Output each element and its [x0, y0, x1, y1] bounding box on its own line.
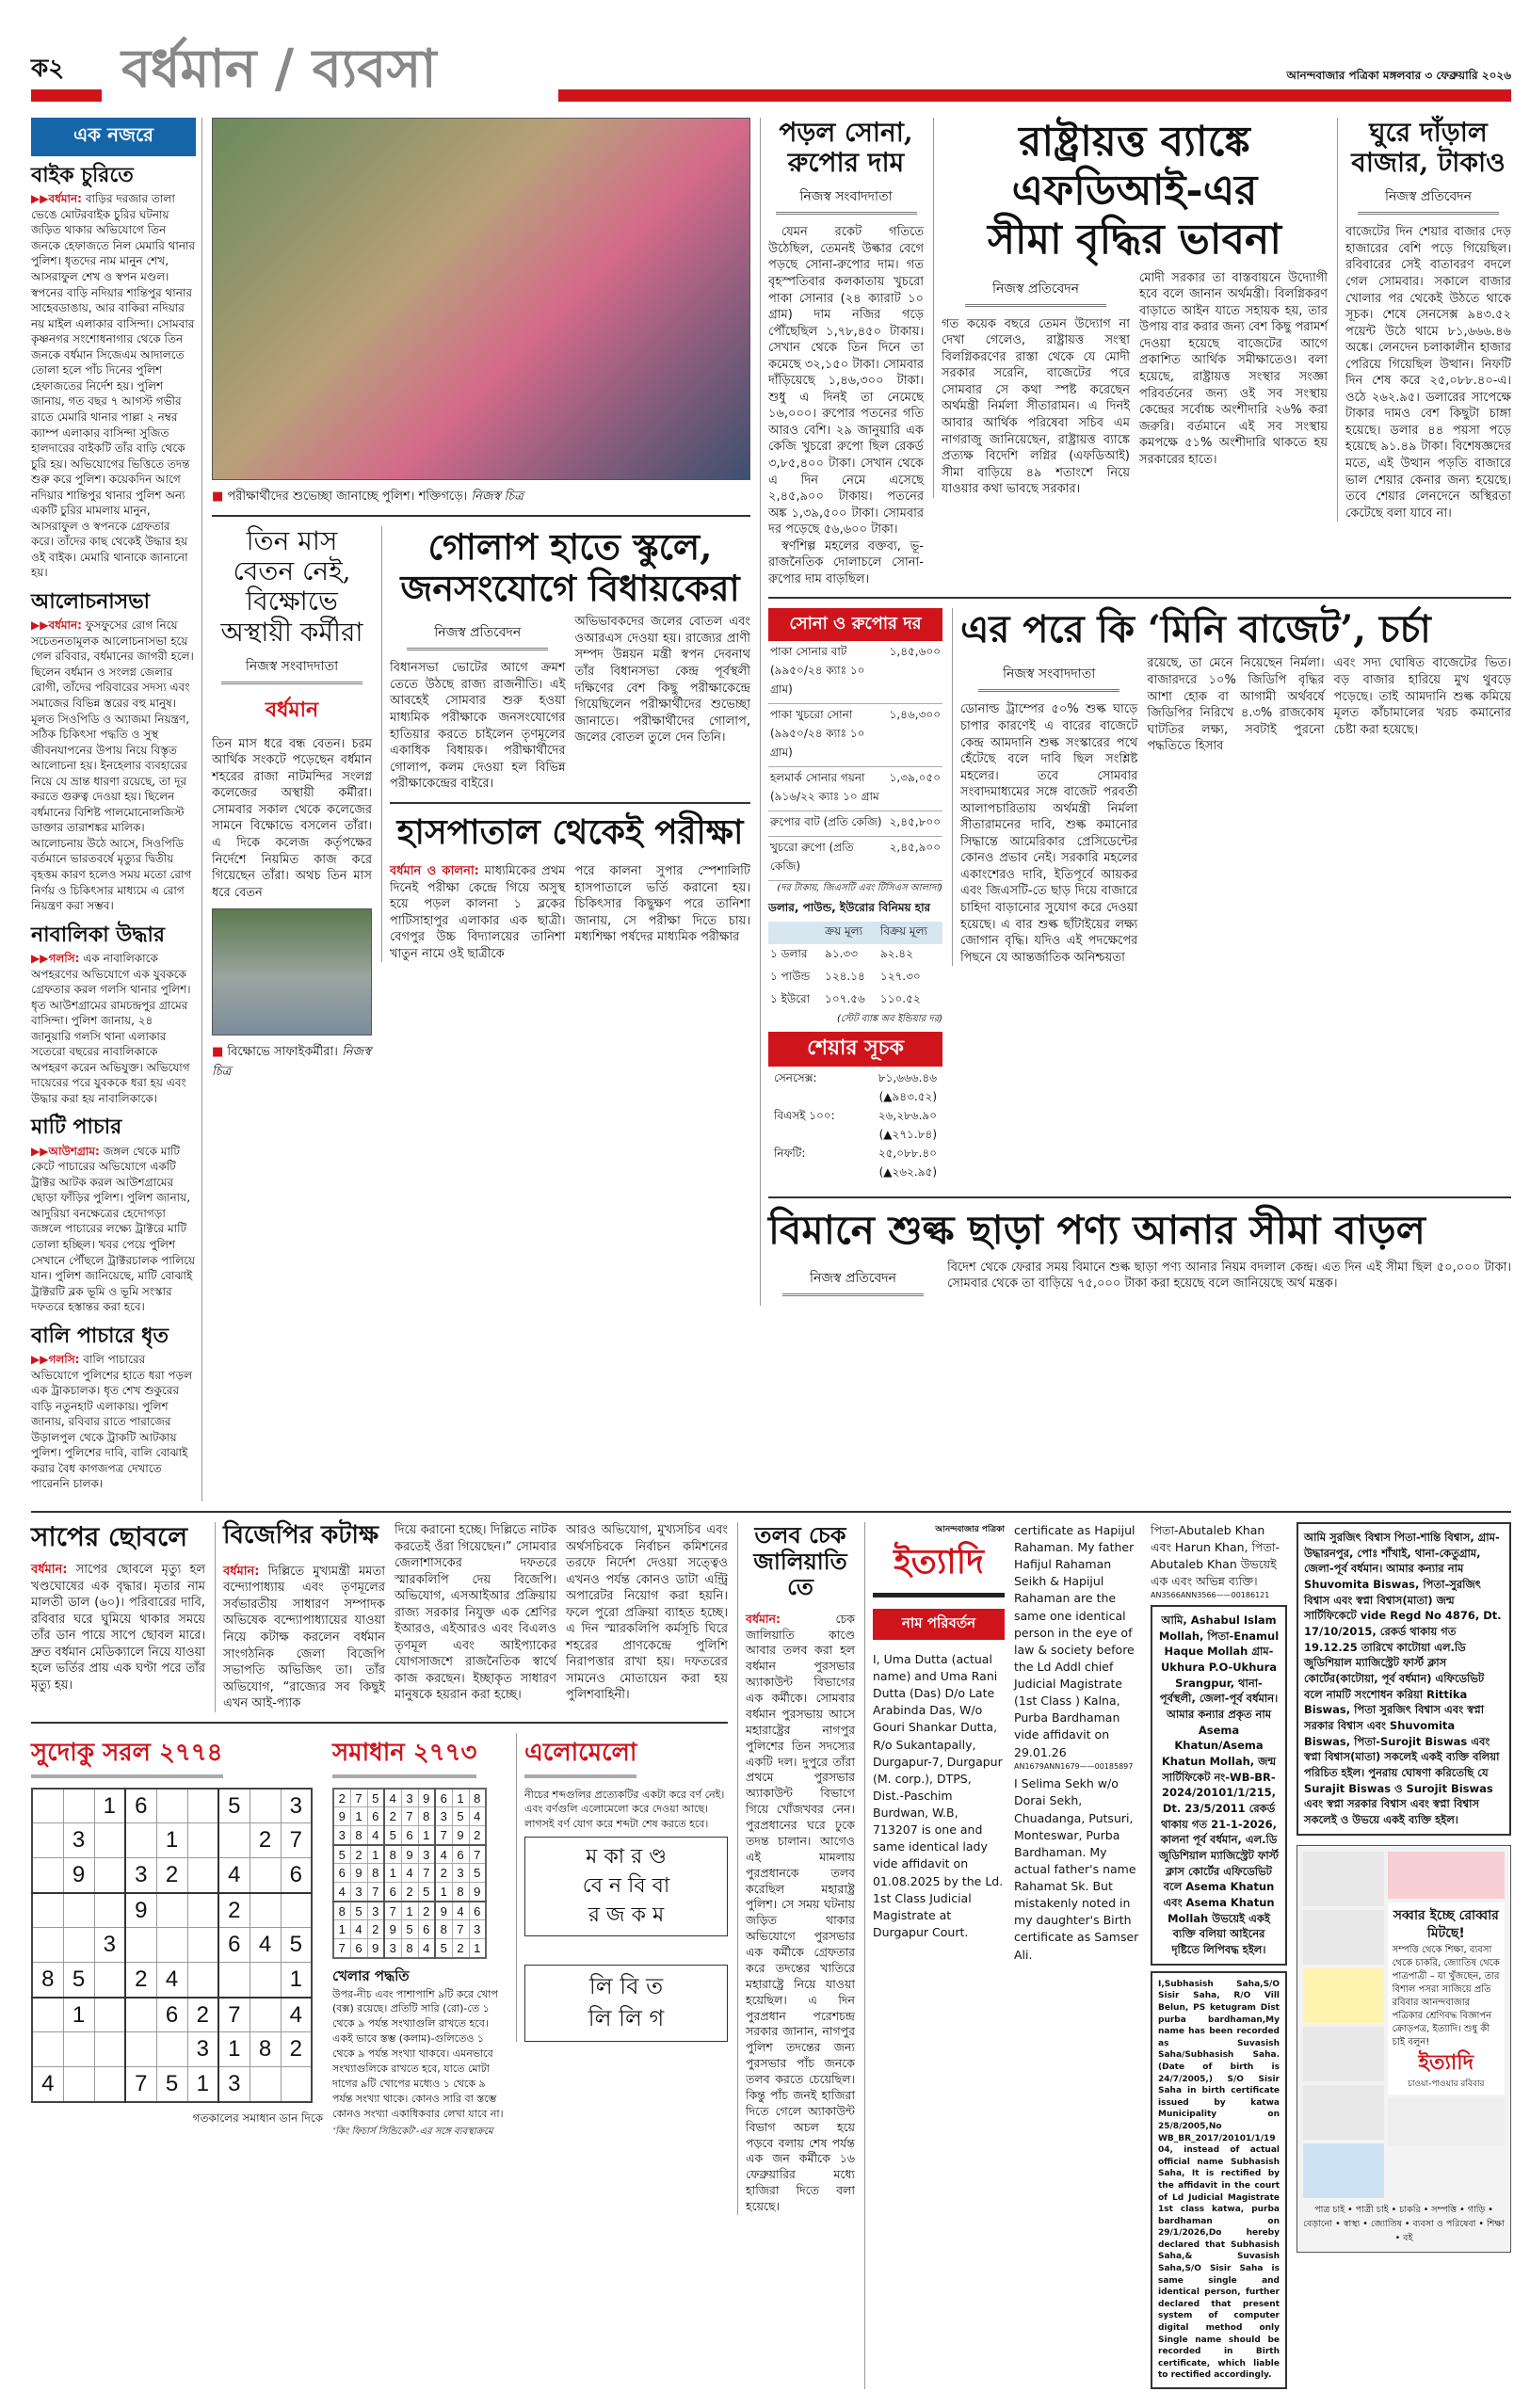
brief-title: মাটি পাচার: [31, 1115, 122, 1140]
at-a-glance-label: এক নজরে: [31, 118, 196, 156]
caption-credit: নিজস্ব চিত্র: [471, 490, 523, 504]
grid-cell[interactable]: [63, 1893, 94, 1928]
exam-police-photo: [212, 118, 750, 480]
grid-cell[interactable]: 5: [281, 1928, 312, 1963]
story-body: অভিভাবকদের জলের বোতল এবং ওআরএস দেওয়া হয়। রাজ্যের প্রাণী সম্পদ উন্নয়ন মন্ত্রী স্বপন দেবনাথ তাঁর বিধানসভা কেন্দ্র পূর্বস্থলী দক্ষিণের বেশ কিছু পরীক্ষাকেন্দ্রে গিয়েছিলেন পরীক্ষার্থীদের শুভেচ্ছা জানাতে। পরীক্ষার্থীদের গোলাপ, জলের বোতল তুলে দেন তিনি।: [574, 615, 750, 746]
etyadi-logo: ইত্যাদি: [873, 1536, 1005, 1597]
grid-cell: 8: [469, 1789, 486, 1807]
grid-cell: 1: [350, 1807, 367, 1826]
rate-row: পাকা খুচরো সোনা (৯৯৫০/২৪ ক্যাঃ ১০ গ্রাম) ১,৪৬,৩০০: [768, 704, 942, 767]
grid-cell[interactable]: [218, 1823, 250, 1858]
story-body: এবং সদ্য ঘোষিত বাজেটের ভিত। বড় বাজার হারিয়ে মুখ থুবড়ে পড়েছে। তাই আমদানি শুল্ক কমিয়ে মূলত কাঁচামালের খরচ কমানোর চেষ্টা করা হয়েছে।: [1333, 656, 1511, 737]
grid-cell[interactable]: 7: [218, 1998, 250, 2032]
sudoku-title: সুদোকু সরল ২৭৭৪: [31, 1733, 223, 1778]
gold-story-headline: পড়ল সোনা, রুপোর দাম: [779, 117, 913, 179]
grid-cell: 1: [435, 1883, 452, 1902]
grid-cell: 4: [384, 1789, 401, 1807]
grid-cell[interactable]: [94, 1963, 125, 1998]
grid-cell[interactable]: 9: [63, 1858, 94, 1893]
grid-cell: 8: [384, 1845, 401, 1864]
classified-ad: I, Uma Dutta (actual name) and Uma Rani Dutta (Das) D/o Late Arabinda Das, W/o Gouri Shankar Dutta, R/o Sukantapally, Durgapur-7, Durgapur (M. corp.), DTPS, Dist.-Paschim Burdwan, W.B, 713207 is one and same identical lady vide affidavit on 01.08.2025 by the Ld. 1st Class Judicial Magistrate at Durgapur Court.: [873, 1651, 1004, 1939]
grid-cell[interactable]: 5: [63, 1963, 94, 1998]
brief-body: ▶▶বর্ধমান: ফুসফুসের রোগ নিয়ে সচেতনতামূলক আলোচনাসভা হয়ে গেল রবিবার, বর্ধমানের জাগরী হলে। ছিলেন বর্ধমান ও সংলগ্ন জেলার রোগী, তাঁদের পরিবারের সদস্য এবং সমাজের বিভিন্ন স্তরের বহু মানুষ। মূলত সিওপিডি ও অ্যাজমা নিয়ন্ত্রণ, সঠিক চিকিৎসা পদ্ধতি ও সুস্থ জীবনযাপনের উপায় নিয়ে বিস্তৃত আলোচনা হয়। ইনহেলার ব্যবহারের নিয়ে যে ভ্রান্ত ধারণা রয়েছে, তা দূর করতে গুরুত্ব দেওয়া হয়। ছিলেন বর্ধমানের বিশিষ্ট পালমোনোলজিস্ট ডাক্তার তারাশঙ্কর মালিক। আলোচনায় উঠে আসে, সিওপিডি বর্তমানে ভারতবর্ষে মৃত্যুর দ্বিতীয় বৃহত্তম কারণ হলেও সময় মতো রোগ নির্ণয় ও চিকিৎসার মাধ্যমে এ রোগ নিয়ন্ত্রণ করা সম্ভব।: [31, 618, 194, 913]
grid-cell: 6: [418, 1920, 435, 1939]
grid-cell[interactable]: [32, 1823, 63, 1858]
grid-cell[interactable]: 4: [218, 1858, 250, 1893]
grid-cell[interactable]: 1: [281, 1963, 312, 1998]
grid-cell[interactable]: [94, 1823, 125, 1858]
section-title: বর্ধমান / ব্যবসা: [114, 42, 444, 95]
grid-cell: 7: [418, 1864, 435, 1883]
share-index-row: নিফটি: ২৫,০৮৮.৪০ (▲২৬২.৯৫): [774, 1147, 937, 1180]
grid-cell[interactable]: 2: [125, 1963, 156, 1998]
grid-cell[interactable]: 3: [125, 1858, 156, 1893]
grid-cell[interactable]: [63, 2067, 94, 2102]
grid-cell[interactable]: 2: [250, 1823, 281, 1858]
classifieds: [864, 1522, 1511, 2389]
fx-title: ডলার, পাউন্ড, ইউরোর বিনিময় হার: [768, 901, 931, 915]
rate-row: হলমার্ক সোনার গয়না (৯১৬/২২ ক্যাঃ ১০ গ্রাম ১,৩৯,০৫০: [768, 767, 942, 811]
byline: নিজস্ব সংবাদদাতা: [221, 655, 362, 684]
grid-cell[interactable]: 3: [218, 2067, 250, 2102]
grid-cell[interactable]: [156, 2032, 187, 2067]
brief-title: বাইক চুরিতে: [31, 163, 134, 187]
ad-body: সম্পত্তি থেকে শিক্ষা, ব্যবসা থেকে চাকরি, জ্যোতিষ থেকে পাত্রপাত্রী – যা খুঁজছেন, তার বিশাল পসরা সাজিয়ে প্রতি রবিবার আনন্দবাজার পত্রিকার শ্রেণিবদ্ধ বিজ্ঞাপন ক্রোড়পত্র, ইত্যাদি। শুধু কী চাই বলুন!: [1392, 1944, 1500, 2047]
grid-cell: 6: [401, 1826, 418, 1845]
grid-cell[interactable]: [32, 1858, 63, 1893]
fx-note: (স্টেট ব্যাঙ্ক অব ইন্ডিয়ার দর): [836, 1014, 942, 1025]
byline: নিজস্ব প্রতিবেদন: [782, 1267, 924, 1296]
grid-cell[interactable]: [94, 1893, 125, 1928]
grid-cell[interactable]: [32, 1789, 63, 1823]
fdi-story: [933, 118, 1328, 498]
byline: নিজস্ব প্রতিবেদন: [407, 621, 548, 650]
grid-cell: 3: [333, 1826, 350, 1845]
grid-cell: 8: [350, 1826, 367, 1845]
fdi-headline: রাষ্ট্রায়ত্ত ব্যাঙ্কে এফডিআই-এর সীমা বৃদ্ধির ভাবনা: [987, 118, 1282, 264]
story-body: বর্ধমান: সাপের ছোবলে মৃত্যু হল খণ্ডঘোষের এক বৃদ্ধার। মৃতার নাম মালতী ডাল (৬০)। পরিবারের দাবি, রবিবার ঘরে ঘুমিয়ে থাকার সময়ে তাঁর ডান পায়ে সাপে ছোবল মারে। দ্রুত বর্ধমান মেডিক্যালে নিয়ে যাওয়া হলে ভর্তির প্রায় এক ঘণ্টা পরে তাঁর মৃত্যু হয়।: [31, 1563, 206, 1693]
rates-box: [768, 608, 942, 1187]
grid-cell: 5: [452, 1807, 469, 1826]
grid-cell[interactable]: [218, 1963, 250, 1998]
fx-table: ক্রয় মূল্য বিক্রয় মূল্য ১ ডলার ৯১.৩৩ ৯২.৪২ ১ পাউন্ড ১২৪.১৪ ১২৭.৩০ ১ ইউরো ১০৭.৫৬ ১১০.৫২: [768, 922, 942, 1012]
grid-cell[interactable]: [63, 1789, 94, 1823]
grid-cell[interactable]: 1: [94, 1789, 125, 1823]
grid-cell[interactable]: [187, 1893, 218, 1928]
grid-cell[interactable]: [94, 1998, 125, 2032]
grid-cell: 8: [452, 1883, 469, 1902]
grid-cell: 2: [384, 1807, 401, 1826]
grid-cell: 3: [418, 1845, 435, 1864]
market-headline: ঘুরে দাঁড়াল বাজার, টাকাও: [1351, 117, 1506, 179]
cheque-story: [737, 1522, 855, 2215]
grid-cell: 2: [350, 1845, 367, 1864]
grid-cell: 8: [435, 1920, 452, 1939]
story-body: বর্ধমান ও কালনা: মাধ্যমিকের প্রথম দিনেই পরীক্ষা কেন্দ্রে গিয়ে অসুস্থ হয়ে পড়ল কালনা ১ ব্লকের পাটিসাহাপুর এলাকার এক ছাত্রী। বেগপুর উচ্চ বিদ্যালয়ের তানিশা খাতুন নামে ওই ছাত্রীকে: [390, 864, 566, 961]
rate-row: পাকা সোনার বাট (৯৯৫০/২৪ ক্যাঃ ১০ গ্রাম) ১,৪৫,৬০০: [768, 641, 942, 704]
rates-title: সোনা ও রুপোর দর: [768, 608, 942, 641]
brief-item: [31, 164, 196, 581]
grid-cell[interactable]: 2: [187, 1998, 218, 2032]
story-body: বিধানসভা ভোটের আগে ক্রমশ তেতে উঠছে রাজ্য রাজনীতি। এই আবহেই সোমবার শুরু হওয়া মাধ্যমিক পরীক্ষাকে জনসংযোগের হাতিয়ার করতে চাইলেন তৃণমূলের একাধিক বিধায়ক। পরীক্ষার্থীদের গোলাপ, কলম দেওয়া হল বিভিন্ন পরীক্ষাকেন্দ্রের বাইরে।: [390, 661, 566, 792]
classifieds-col3: পিতা-Abutaleb Khan এবং Harun Khan, পিতা-Abutaleb Khan উভয়েই এক এবং অভিন্ন ব্যক্তি। AN3566ANN3566——00186121 আমি, Ashabul Islam Mollah, পিতা-Enamul Haque Mollah গ্রাম-Ukhura P.O-Ukhura Srangpur, থানা-পূর্বস্থলী, জেলা-পূর্ব বর্ধমান। আমার কন্যার প্রকৃত নাম Asema Khatun/Asema Khatun Mollah, জন্ম সার্টিফিকেট নং-WB-BR-2024/20101/1/215, Dt. 23/5/2011 রেকর্ড থাকায় গত 21-1-2026, কালনা পূর্ব বর্ধমান, এল.ডি জুডিশিয়াল ম্যাজিস্ট্রেট ফার্স্ট ক্লাস কোর্টের এফিডেভিট বলে Asema Khatun এবং Asema Khatun Mollah উভয়েই একই ব্যক্তি বলিয়া আইনের দৃষ্টিতে লিপিবদ্ধ হইল। I,Subhasish Saha,S/O Sisir Saha, R/O Vill Belun, PS ketugram Dist purba bardhaman,My name has been recorded as Suvasish Saha/Subhasish Saha. (Date of birth is 24/7/2005,) S/O Sisir Saha in birth certificate issued by katwa Municipality on 25/8/2005,No WB_BR_2017/20101/1/1904, instead of actual official name Subhasish Saha, It is rectified by the affidavit in the court of Ld Judicial Magistrate 1st class katwa, purba bardhaman on 29/1/2026,Do hereby declared that Subhasish Saha,& Suvasish Saha,S/O Sisir Saha is same single and identical person, further declared that present system of computer digital method only Single name should be recorded in Birth certificate, which liable to rectified accordingly.: [1151, 1522, 1287, 2389]
grid-cell: 8: [367, 1864, 384, 1883]
name-change-label: নাম পরিবর্তন: [873, 1609, 1005, 1640]
grid-cell[interactable]: [250, 1789, 281, 1823]
grid-cell: 5: [367, 1789, 384, 1807]
grid-cell: 5: [350, 1902, 367, 1920]
brief-body: ▶▶গলসি: বালি পাচারের অভিযোগে পুলিশের হাতে ধরা পড়ল এক ট্রাকচালক। ধৃত শেখ শুকুরের বাড়ি নতুনহাট এলাকায়। পুলিশ জানায়, রবিবার রাতে পারাজের উড়ালপুল থেকে ট্রাকটি আটকায় পুলিশ। পুলিশের দাবি, বালি বোঝাই করার বৈধ কাগজপত্র দেখাতে পারেননি চালক।: [31, 1353, 193, 1491]
grid-cell: 6: [333, 1864, 350, 1883]
grid-cell: 7: [452, 1920, 469, 1939]
jumble-puzzle-1: ম কা র ণ্ড বে ন বি বা র জ ক ম: [524, 1837, 728, 1936]
grid-cell[interactable]: [94, 1858, 125, 1893]
grid-cell[interactable]: [250, 1858, 281, 1893]
grid-cell: 7: [333, 1939, 350, 1958]
grid-cell: 9: [418, 1789, 435, 1807]
grid-cell[interactable]: 1: [218, 2032, 250, 2067]
grid-cell[interactable]: [187, 1963, 218, 1998]
grid-cell: 1: [469, 1939, 486, 1958]
brief-body: ▶▶গলসি: এক নাবালিকাকে অপহরণের অভিযোগে এক যুবককে গ্রেফতার করল গলসি থানার পুলিশ। ধৃত আউশগ্রামের রামচন্দ্রপুর গ্রামের বাসিন্দা। পুলিশ জানায়, ২৪ জানুয়ারি গলসি থানা এলাকার সতেরো বছরের নাবালিকাকে অপহরণ করেন অভিযুক্ত। অভিযোগ দায়েরের পরে যুবককে ধরা হয় এবং উদ্ধার করা হয় নাবালিকাকে।: [31, 951, 191, 1105]
share-index-row: সেনসেক্স: ৮১,৬৬৬.৪৬ (▲৯৪৩.৫২): [774, 1071, 937, 1104]
fx-row: ১ ডলার ৯১.৩৩ ৯২.৪২: [770, 947, 913, 961]
byline: নিজস্ব সংবাদদাতা: [776, 185, 917, 215]
grid-cell: 4: [452, 1902, 469, 1920]
salary-story: [212, 526, 372, 1090]
grid-cell: 6: [384, 1883, 401, 1902]
grid-cell: 4: [469, 1807, 486, 1826]
story-body: রয়েছে, তা মেনে নিয়েছেন নির্মলা। বাজারদরে ১০% জিডিপি বৃদ্ধির আশা হোক বা আগামী অর্থবর্ষে জিডিপির নিরিখে ৪.৩% রাজকোষ ঘাটতির লক্ষ্য, সবটাই পুরনো পদ্ধতিতে হিসাব: [1147, 656, 1325, 754]
grid-cell: 5: [418, 1883, 435, 1902]
mini-budget-story: [952, 608, 1511, 966]
grid-cell: 3: [367, 1902, 384, 1920]
jumble-puzzle-2: লি বি ত লি লি গ: [524, 1965, 728, 2041]
photo-caption: ■ বিক্ষোভে সাফাইকর্মীরা। নিজস্ব চিত্র: [212, 1043, 372, 1083]
grid-cell[interactable]: 5: [156, 2067, 187, 2102]
grid-cell[interactable]: 3: [94, 1928, 125, 1963]
grid-cell[interactable]: 3: [63, 1823, 94, 1858]
grid-cell: 6: [469, 1902, 486, 1920]
mini-budget-headline: এর পরে কি ‘মিনি বাজেট’, চর্চা: [960, 607, 1431, 652]
grid-cell[interactable]: [125, 1928, 156, 1963]
rates-note: (দর টাকায়, জিএসটি এবং টিসিএস আলাদা): [777, 883, 942, 894]
share-index-row: বিএসই ১০০: ২৬,২৮৬.৯০ (▲২৭১.৮৪): [774, 1109, 937, 1142]
rate-row: খুচরো রুপো (প্রতি কেজি) ২,৪৫,৯০০: [768, 837, 942, 881]
grid-cell: 1: [333, 1920, 350, 1939]
grid-cell: 7: [367, 1883, 384, 1902]
dateline-place: বর্ধমান: [265, 698, 319, 722]
grid-cell[interactable]: [156, 1928, 187, 1963]
grid-cell[interactable]: [94, 2067, 125, 2102]
grid-cell[interactable]: [32, 1928, 63, 1963]
ad-categories: পাত্র চাই • পাত্রী চাই • চাকরি • সম্পত্তি • গাড়ি • বেড়ানো • স্বাস্থ্য • জ্যোতিষ • ব্যবসা ও পরিষেবা • শিক্ষা • বই: [1303, 2204, 1505, 2243]
grid-cell: 2: [435, 1864, 452, 1883]
solution-title: সমাধান ২৭৭৩: [332, 1733, 476, 1778]
grid-cell[interactable]: [63, 1928, 94, 1963]
grid-cell[interactable]: [125, 1823, 156, 1858]
grid-cell[interactable]: 6: [156, 1998, 187, 2032]
grid-cell[interactable]: 1: [156, 1823, 187, 1858]
grid-cell: 3: [469, 1920, 486, 1939]
grid-cell[interactable]: 6: [125, 1789, 156, 1823]
grid-cell[interactable]: 7: [125, 2067, 156, 2102]
brief-item: [31, 923, 196, 1107]
ad-headline: সব্বার ইচ্ছে রোব্বার মিটছে!: [1393, 1907, 1499, 1942]
brief-item: [31, 590, 196, 914]
solution-grid: [332, 1788, 487, 1959]
upper-section: [31, 118, 1511, 1501]
grid-cell[interactable]: 1: [187, 2067, 218, 2102]
brief-item: [31, 1116, 196, 1314]
grid-cell: 6: [367, 1807, 384, 1826]
grid-cell: 1: [367, 1845, 384, 1864]
byline: নিজস্ব সংবাদদাতা: [978, 663, 1119, 692]
flight-headline: বিমানে শুল্ক ছাড়া পণ্য আনার সীমা বাড়ল: [768, 1207, 1425, 1254]
grid-cell: 3: [452, 1864, 469, 1883]
photo-caption: [212, 488, 750, 507]
story-body: মোদী সরকার তা বাস্তবায়নে উদ্যোগী হবে বলে জানান অর্থমন্ত্রী। বিলগ্নিকরণ বাড়াতে আইন যাতে সহায়ক হয়, তার উপায় বার করার জন্য বেশ কিছু পরামর্শ দেওয়া হয়েছে বাজেটের আগে প্রকাশিত আর্থিক সমীক্ষাতেও। বলা হয়েছে, রাষ্ট্রায়ত্ত সংস্থার সংজ্ঞা পরিবর্তনের জন্য ওই সব সংস্থায় কেন্দ্রের সর্বোচ্চ অংশীদারি ২৬% করা জরুরি। বর্তমানে এই সব সংস্থায় কমপক্ষে ৫১% অংশীদারি থাকতে হয় সরকারের হাতে।: [1139, 270, 1328, 467]
grid-cell: 7: [469, 1845, 486, 1864]
story-body: বর্ধমান: দিল্লিতে মুখ্যমন্ত্রী মমতা বন্দ্যোপাধ্যায় এবং তৃণমূলের সর্বভারতীয় সাধারণ সম্পাদক অভিষেক বন্দ্যোপাধ্যায়ের যাওয়া নিয়ে কটাক্ষ করলেন বর্ধমান সাংগঠনিক জেলা বিজেপি সভাপতি অভিজিৎ তা। তাঁর অভিযোগ, “রাজ্যের সব কিছুই এখন আই-প্যাক: [223, 1564, 385, 1711]
grid-cell: 9: [435, 1902, 452, 1920]
grid-cell[interactable]: 8: [32, 1963, 63, 1998]
gold-rates-table: [768, 641, 942, 881]
grid-cell: 6: [435, 1789, 452, 1807]
sudoku-footer: গতকালের সমাধান ডান দিকে: [192, 2111, 323, 2125]
grid-cell: 7: [435, 1826, 452, 1845]
byline: নিজস্ব প্রতিবেদন: [1358, 185, 1499, 215]
grid-cell: 3: [384, 1939, 401, 1958]
grid-cell: 4: [367, 1826, 384, 1845]
jumble: [516, 1733, 728, 2042]
grid-cell[interactable]: [250, 2067, 281, 2102]
story-body: স্বর্ণশিল্প মহলের বক্তব্য, ভূ-রাজনৈতিক দোলাচলে সোনা-রুপোর দাম বাড়ছিল।: [768, 538, 924, 586]
grid-cell: 4: [435, 1845, 452, 1864]
grid-cell[interactable]: 7: [281, 1823, 312, 1858]
share-title: শেয়ার সূচক: [768, 1032, 942, 1067]
grid-cell[interactable]: 5: [218, 1789, 250, 1823]
grid-cell[interactable]: [250, 1893, 281, 1928]
grid-cell: 8: [401, 1939, 418, 1958]
grid-cell[interactable]: 6: [281, 1858, 312, 1893]
grid-cell: 1: [418, 1826, 435, 1845]
grid-cell[interactable]: [94, 2032, 125, 2067]
grid-cell[interactable]: [250, 1963, 281, 1998]
grid-cell: 9: [350, 1864, 367, 1883]
right-main-column: [760, 118, 1511, 1306]
story-body: আরও অভিযোগ, মুখ্যসচিব এবং অর্থসচিবকে নির্বাচন কমিশনের তরফে নির্দেশ দেওয়া সত্ত্বেও এখনও পর্যন্ত কোনও ডাটা এন্ট্রি অপারেটর নিয়োগ করা হয়নি। ফলে পুরো প্রক্রিয়া ব্যাহত হচ্ছে। এ দিন স্মারকলিপি কর্মসূচি ঘিরে শহরের প্রাণকেন্দ্রে পুলিশি নিরাপত্তার রাখা হয়। দফতরের সামনেও মোতায়েন করা হয় পুলিশবাহিনী।: [566, 1522, 728, 1703]
grid-cell: 2: [401, 1883, 418, 1902]
grid-cell: 7: [401, 1807, 418, 1826]
jumble-title: এলোমেলো: [524, 1733, 636, 1778]
grid-cell: 5: [401, 1920, 418, 1939]
grid-cell: 4: [333, 1883, 350, 1902]
grid-cell: 1: [401, 1902, 418, 1920]
left-main-column: [212, 118, 750, 1090]
story-body: যেমন রকেট গতিতে উঠেছিল, তেমনই উল্কার বেগে পড়ছে সোনা-রুপোর দাম। গত বৃহস্পতিবার কলকাতায় খুচরো পাকা সোনার (২৪ ক্যারাট ১০ গ্রাম) দাম নজির গড়ে পৌঁছেছিল ১,৭৮,৪৫০ টাকায়। সেখান থেকে তিন দিনে তা কমেছে ৩২,১৫০ টাকা। সোমবার দাঁড়িয়েছে ১,৪৬,৩০০ টাকা। শুধু এ দিনই তা নেমেছে ১৬,০০০। রুপোর পতনের গতি আরও বেশি। ২৯ জানুয়ারি এক কেজি খুচরো রুপো ছিল রেকর্ড ৩,৮৫,৪০০ টাকা। সেখান থেকে এ দিন নেমে এসেছে ২,৪৫,৯০০ টাকায়। পতনের অঙ্ক ১,৩৯,৫০০ টাকা। সোমবার দর পড়েছে ৫৬,৬০০ টাকা।: [768, 225, 924, 538]
sudoku-block: [31, 1733, 323, 2129]
grid-cell[interactable]: [125, 1998, 156, 2032]
grid-cell: 5: [469, 1864, 486, 1883]
grid-cell: 4: [418, 1939, 435, 1958]
story-body: বর্ধমান: চেক জালিয়াতি কাণ্ডে আবার তলব করা হল বর্ধমান পুরসভার অ্যাকাউন্ট বিভাগের এক কর্মীকে। সোমবার বর্ধমান পুরসভায় আসে মহারাষ্ট্রের নাগপুর পুলিশের তিন সদস্যের একটি দল। দুপুরে তাঁরা প্রথমে পুরসভার অ্যাকাউন্ট বিভাগে গিয়ে খোঁজখবর নেন। পুরপ্রধানের ঘরে ঢুকে তদন্ত চালান। আগেও এই মামলায় পুরপ্রধানকে তলব করেছিল মহারাষ্ট্র পুলিশ। সে সময় ঘটনায় জড়িত থাকার অভিযোগে পুরসভার এক কর্মীকে গ্রেফতার করে তদন্তের খাতিরে মহারাষ্ট্রে নিয়ে যাওয়া হয়েছিল। এ দিন পুরপ্রধান পরেশচন্দ্র সরকার জানান, নাগপুর পুলিশ তদন্তের জন্য পুরসভার পাঁচ জনকে তলব করতে চেয়েছিল। কিন্তু পাঁচ জনই হাজিরা দিতে গেলে অ্যাকাউন্ট বিভাগ অচল হয়ে পড়বে বলায় শেষ পর্যন্ত এক জন কর্মীকে ১৬ ফেব্রুয়ারির মধ্যে হাজিরা দিতে বলা হয়েছে।: [746, 1611, 855, 2214]
rose-story: [381, 526, 750, 962]
grid-cell[interactable]: 4: [250, 1928, 281, 1963]
section-red-bar: [558, 89, 1511, 102]
dateline: আনন্দবাজার পত্রিকা মঙ্গলবার ৩ ফেব্রুয়ারি ২০২৬: [1286, 69, 1511, 82]
brief-title: নাবালিকা উদ্ধার: [31, 922, 166, 947]
gold-price-story: [768, 118, 924, 587]
grid-cell[interactable]: 4: [281, 1998, 312, 2032]
salary-headline: তিন মাস বেতন নেই, বিক্ষোভে অস্থায়ী কর্মীরা: [220, 525, 363, 648]
grid-cell[interactable]: 4: [156, 1963, 187, 1998]
grid-cell: 9: [469, 1883, 486, 1902]
grid-cell[interactable]: 3: [187, 2032, 218, 2067]
ad-logo: ইত্যাদি: [1418, 2050, 1474, 2075]
grid-cell[interactable]: 8: [250, 2032, 281, 2067]
grid-cell[interactable]: [156, 1789, 187, 1823]
classifieds-col2: certificate as Hapijul Rahaman. My father Hafijul Rahaman Seikh & Hapijul Rahaman are the same one identical person in the eye of law & society before the Ld Addl chief Judicial Magistrate (1st Class ) Kalna, Purba Bardhaman vide affidavit on 29.01.26 AN1679ANN1679——00185897 I Selima Sekh w/o Dorai Sekh, Chuadanga, Putsuri, Monteswar, Purba Bardhaman. My actual father's name Rahamat Sk. But mistakenly noted in my daughter's Birth certificate as Samser Ali.: [1014, 1522, 1139, 1962]
story-body: বাজেটের দিন শেয়ার বাজার দেড় হাজারের বেশি পড়ে গিয়েছিল। রবিবারের সেই বাতাবরণ বদলে গেল সোমবার। সকালে বাজার খোলার পর থেকেই উঠতে থাকে সূচক। শেষে সেনসেক্স ৯৪৩.৫২ পয়েন্ট উঠে থামে ৮১,৬৬৬.৪৬ অঙ্কে। লেনদেন চলাকালীন হাজার পেরিয়ে গিয়েছিল উত্থান। নিফটি দিন শেষ করে ২৫,০৮৮.৪০-এ। ওঠে ২৬২.৯৫। ডলারের সাপেক্ষে টাকার দামও বেশ কিছুটা চাঙ্গা হয়েছে। ডলার ৪৪ পয়সা পড়ে হয়েছে ৯১.৪৯ টাকা। বিশেষজ্ঞদের মতে, এই উত্থান পড়তি বাজারে ভাল শেয়ার কেনার জন্য হয়েছে। তবে শেয়ার লেনদেনে অস্থিরতা কেটেছে বলা যাবে না।: [1345, 225, 1511, 521]
grid-cell[interactable]: [63, 2032, 94, 2067]
grid-cell: 7: [350, 1789, 367, 1807]
caption-text: পরীক্ষার্থীদের শুভেচ্ছা জানাচ্ছে পুলিশ। শক্তিগড়ে।: [227, 490, 468, 504]
jumble-instructions: নীচের শব্দগুলির প্রত্যেকটির একটা করে বর্ণ নেই। এবং বর্ণগুলি এলোমেলো করে দেওয়া আছে। লাগসই বর্ণ যোগ করে শব্দটা শেষ করতে হবে।: [524, 1788, 725, 1830]
story-body: পরে কালনা সুপার স্পেশালিটি হাসপাতালে ভর্তি করানো হয়। চিকিৎসার কিছুক্ষণ পরে তানিশা জানায়, সে পরীক্ষা দিতে চায়। মধ্যশিক্ষা পর্ষদের মাধ্যমিক পরীক্ষার: [574, 864, 750, 945]
grid-cell: 5: [435, 1939, 452, 1958]
grid-cell[interactable]: 9: [125, 1893, 156, 1928]
grid-cell[interactable]: [281, 1893, 312, 1928]
rules: খেলার পদ্ধতি উপর-নীচ এবং পাশাপাশি ৯টি করে খোপ (বক্স) রয়েছে। প্রতিটি সারি (রো)-তে ১ থেকে ৯ পর্যন্ত সংখ্যাগুলি রাখতে হবে। একই ভাবে স্তম্ভ (কলাম)-গুলিতেও ১ থেকে ৯ পর্যন্ত সংখ্যা থাকবে। এমনভাবে সংখ্যাগুলিকে রাখতে হবে, যাতে মোটা দাগের ৯টি খোপের মধ্যেও ১ থেকে ৯ পর্যন্ত সংখ্যা থাকে। কোনও সারি বা স্তম্ভে কোনও সংখ্যা একাধিকবার লেখা যাবে না। ‘কিং ফিচার্স সিন্ডিকেট’-এর সঙ্গে ব্যবস্থাক্রমে: [332, 1967, 504, 2137]
grid-cell: 9: [401, 1845, 418, 1864]
grid-cell: 5: [333, 1845, 350, 1864]
grid-cell[interactable]: 4: [32, 2067, 63, 2102]
snake-story: [31, 1522, 205, 1694]
hospital-headline: হাসপাতাল থেকেই পরীক্ষা: [396, 811, 744, 852]
bjp-headline: বিজেপির কটাক্ষ: [223, 1520, 379, 1549]
grid-cell[interactable]: [187, 1858, 218, 1893]
grid-cell: 9: [452, 1826, 469, 1845]
grid-cell[interactable]: 3: [281, 1789, 312, 1823]
grid-cell[interactable]: [156, 1893, 187, 1928]
grid-cell[interactable]: 1: [63, 1998, 94, 2032]
fx-row: ১ ইউরো ১০৭.৫৬ ১১০.৫২: [770, 992, 921, 1006]
grid-cell[interactable]: [187, 1789, 218, 1823]
story-body: বিদেশ থেকে ফেরার সময় বিমানে শুল্ক ছাড়া পণ্য আনার নিয়ম বদলাল কেন্দ্র। এত দিন এই সীমা ছিল ৫০,০০০ টাকা। সোমবার থেকে তা বাড়িয়ে ৭৫,০০০ টাকা করা হয়েছে বলে জানিয়েছে অর্থ মন্ত্রক।: [947, 1260, 1511, 1292]
grid-cell[interactable]: [250, 1998, 281, 2032]
grid-cell[interactable]: [125, 2032, 156, 2067]
brief-news-column: [31, 118, 202, 1501]
market-story: [1337, 118, 1511, 522]
grid-cell: 8: [418, 1807, 435, 1826]
cheque-headline: তলব চেক জালিয়াতিতে: [753, 1520, 847, 1601]
story-body: ডোনাল্ড ট্রাম্পের ৫০% শুল্ক ঘাড়ে চাপার কারণেই এ বারের বাজেটে কেন্দ্র আমদানি শুল্ক সংস্কারের পথে হেঁটেছে বলে দাবি ছিল সংশ্লিষ্ট মহলের। তবে সোমবার সংবাদমাধ্যমের সঙ্গে বাজেট পরবর্তী আলাপচারিতায় অর্থমন্ত্রী নির্মলা সীতারামনের দাবি, শুল্ক কমানোর সিদ্ধান্তে আমেরিকার প্রেসিডেন্টের কোনও প্রভাব নেই। সরকারি মহলের একাংশেরও দাবি, ইতিপূর্বে আয়কর এবং জিএসটি-তে ছাড় দিয়ে বাজারে চাহিদা বাড়ানোর সুযোগ করে দেওয়া হয়েছে। এ বার শুল্ক ছাঁটাইয়ের লক্ষ্য জোগান বৃদ্ধি। যদিও এই পদক্ষেপের পিছনে যে আন্তর্জাতিক অনিশ্চয়তা: [960, 702, 1138, 965]
grid-cell[interactable]: [32, 1893, 63, 1928]
byline: নিজস্ব প্রতিবেদন: [965, 278, 1106, 307]
bjp-story: [215, 1522, 728, 1712]
story-body: দিয়ে করানো হচ্ছে। দিল্লিতে নাটক করতেই ওঁরা গিয়েছেন।” সোমবার জেলাশাসকের দফতরে স্মারকলিপি দেয় বিজেপি। অভিযোগ, এসআইআর প্রক্রিয়ায় রাজ্য সরকার নিযুক্ত এক শ্রেণির ইআরও, এইআরও এবং বিএলও তৃণমূল এবং আইপ্যাকের যোগসাজশে রাজনৈতিক স্বার্থে কাজ করছেন। ইচ্ছাকৃত সাধারণ মানুষকে হয়রান করা হচ্ছে।: [395, 1522, 556, 1703]
grid-cell: 2: [452, 1939, 469, 1958]
grid-cell: 4: [401, 1864, 418, 1883]
grid-cell[interactable]: [32, 1998, 63, 2032]
grid-cell: 5: [384, 1826, 401, 1845]
sudoku-grid[interactable]: [31, 1788, 313, 2103]
rate-row: রুপোর বাট (প্রতি কেজি) ২,৪৫,৮০০: [768, 811, 942, 837]
grid-cell[interactable]: [32, 2032, 63, 2067]
grid-cell[interactable]: [187, 1823, 218, 1858]
page-number: ক২: [31, 55, 65, 83]
grid-cell: 9: [333, 1807, 350, 1826]
grid-cell: 4: [350, 1920, 367, 1939]
grid-cell: 2: [333, 1789, 350, 1807]
brief-title: বালি পাচারে ধৃত: [31, 1323, 169, 1348]
grid-cell: 6: [350, 1939, 367, 1958]
grid-cell[interactable]: [281, 2067, 312, 2102]
grid-cell: 2: [418, 1902, 435, 1920]
brief-item: [31, 1324, 196, 1492]
grid-cell: 8: [333, 1902, 350, 1920]
grid-cell: 1: [384, 1864, 401, 1883]
rose-headline: গোলাপ হাতে স্কুলে, জনসংযোগে বিধায়কেরা: [400, 525, 740, 609]
classifieds-col1: আনন্দবাজার পত্রিকা ইত্যাদি নাম পরিবর্তন I, Uma Dutta (actual name) and Uma Rani Dutta (Das) D/o Late Arabinda Das, W/o Gouri Shankar Dutta, R/o Sukantapally, Durgapur-7, Durgapur (M. corp.), DTPS, Dist.-Paschim Burdwan, W.B, 713207 is one and same identical lady vide affidavit on 01.08.2025 by the Ld. 1st Class Judicial Magistrate at Durgapur Court.: [873, 1522, 1005, 1941]
snake-headline: সাপের ছোবলে: [31, 1520, 188, 1552]
etyadi-advert: [1296, 1845, 1511, 2253]
page-header: [31, 0, 1511, 118]
fx-row: ১ পাউন্ড ১২৪.১৪ ১২৭.৩০: [770, 970, 921, 984]
lower-section: [31, 1511, 1511, 2389]
grid-cell: 3: [401, 1789, 418, 1807]
ad-tagline: চাওয়া-পাওয়ার রবিবার: [1408, 2079, 1485, 2089]
grid-cell: 1: [452, 1789, 469, 1807]
grid-cell[interactable]: 2: [156, 1858, 187, 1893]
solution-block: [332, 1733, 507, 2140]
grid-cell: 6: [452, 1845, 469, 1864]
grid-cell[interactable]: 6: [218, 1928, 250, 1963]
grid-cell: 2: [367, 1920, 384, 1939]
hospital-story: [390, 802, 750, 963]
story-body: গত কয়েক বছরে তেমন উদ্যোগ না দেখা গেলেও, রাষ্ট্রায়ত্ত সংস্থা বিলগ্নিকরণের রাস্তা থেকে যে মোদী সরকার সরেনি, বাজেটের পরে সোমবার সে কথা স্পষ্ট করেছেন অর্থমন্ত্রী নির্মলা সীতারামন। এ দিনই আবার আর্থিক পরিষেবা সচিব এম নাগরাজু জানিয়েছেন, রাষ্ট্রায়ত্ত ব্যাঙ্কে প্রত্যক্ষ বিদেশি লগ্নির (এফডিআই) সীমা বাড়িয়ে ৪৯ শতাংশে নিয়ে যাওয়ার কথা ভাবছে সরকার।: [942, 316, 1130, 497]
brief-body: ▶▶বর্ধমান: বাড়ির দরজার তালা ভেঙে মোটরবাইক চুরির ঘটনায় জড়িত থাকার অভিযোগে তিন জনকে হেফাজতে নিল মেমারি থানার পুলিশ। ধৃতদের নাম মানুন শেখ, আসরাফুল শেখ ও স্বপন মণ্ডল। স্বপনের বাড়ি নদিয়ার শান্তিপুর থানার সাহেবডাঙায়, আর বাকিরা নদিয়ার নয় মাইল এলাকার বাসিন্দা। সোমবার কৃষ্ণনগর সংশোধনাগার থেকে তিন জনকে বর্ধমান সিজেএম আদালতে তোলা হলে পাঁচ দিনের পুলিশ হেফাজতের নির্দেশ হয়। পুলিশ জানায়, গত বছর ৭ আগস্ট গভীর রাতে মেমারি থানার পাল্লা ২ নম্বর ক্যাম্প এলাকার বাসিন্দা সুজিত হালদারের বাইকটি তাঁর বাড়ি থেকে চুরি হয়। অভিযোগের ভিত্তিতে তদন্ত শুরু করে পুলিশ। কয়েকদিন আগে নদিয়ার শান্তিপুর থানার পুলিশ অন্য একটি চুরির মামলায় মানুন, আসরাফুল ও স্বপনকে গ্রেফতার করে। তাঁদের কাছ থেকেই উদ্ধার হয় ওই বাইক। মেমারি থানাকে জানানো হয়।: [31, 192, 196, 580]
protest-photo: [212, 908, 372, 1035]
grid-cell: 7: [384, 1902, 401, 1920]
grid-cell: 9: [384, 1920, 401, 1939]
brief-title: আলোচনাসভা: [31, 588, 150, 614]
grid-cell[interactable]: [187, 1928, 218, 1963]
flight-story: [768, 1196, 1511, 1305]
story-body: তিন মাস ধরে বন্ধ বেতন। চরম আর্থিক সংকটে পড়েছেন বর্ধমান শহরের রাজা নাটমন্দির সংলগ্ন কলেজের অস্থায়ী কর্মীরা। সোমবার সকাল থেকে কলেজের সামনে বিক্ষোভে বসলেন তাঁরা। এ দিকে কলেজ কর্তৃপক্ষের নির্দেশে নিয়মিত কাজ করে গিয়েছেন তাঁরা। অথচ তিন মাস ধরে বেতন: [212, 736, 372, 900]
section-red-bar-left: [31, 89, 102, 102]
grid-cell: 9: [367, 1939, 384, 1958]
grid-cell: 3: [435, 1807, 452, 1826]
grid-cell: 3: [350, 1883, 367, 1902]
grid-cell[interactable]: 2: [218, 1893, 250, 1928]
classified-ad-boxed: আমি সুরজিৎ বিশ্বাস পিতা-শান্তি বিশ্বাস, গ্রাম-উদ্ধারনপুর, পোঃ শাঁখাই, থানা-কেতুগ্রাম, জেলা-পূর্ব বর্ধমান। আমার কন্যার নাম Shuvomita Biswas, পিতা-সুরজিৎ বিশ্বাস এবং স্বপ্না বিশ্বাস(মাতা) জন্ম সার্টিফিকেটে vide Regd No 4876, Dt. 17/10/2015, রেকর্ড থাকায় গত 19.12.25 তারিখে কাটোয়া এল.ডি জুডিশিয়াল ম্যাজিস্ট্রেট ফার্স্ট ক্লাস কোর্টের(কাটোয়া, পূর্ব বর্ধমান) এফিডেভিট বলে নামটি সংশোধন করিয়া Rittika Biswas, পিতা সুরজিৎ বিশ্বাস এবং স্বপ্না সরকার বিশ্বাস এবং Shuvomita Biswas, পিতা-Surojit Biswas এবং স্বপ্না বিশ্বাস(মাতা) সকলেই একই ব্যক্তি বলিয়া পরিচিত হইল। পুনরায় ঘোষণা করিতেছি যে Surajit Biswas ও Surojit Biswas এবং স্বপ্না সরকার বিশ্বাস এবং স্বপ্না বিশ্বাস সকলেই ও উভয়ে একই ব্যক্তি হইল।: [1296, 1522, 1511, 1836]
grid-cell[interactable]: 2: [281, 2032, 312, 2067]
brief-body: ▶▶আউশগ্রাম: জঙ্গল থেকে মাটি কেটে পাচারের অভিযোগে একটি ট্রাক্টর আটক করল আউশগ্রামের ছোড়া ফাঁড়ির পুলিশ। পুলিশ জানায়, আদুরিয়া বনক্ষেত্রের হেদোগড়া জঙ্গলে পাচারের লক্ষ্যে ট্রাক্টরে মাটি তোলা হচ্ছিল। খবর পেয়ে পুলিশ সেখানে পৌঁছলে ট্রাক্টরচালক পালিয়ে যান। পুলিশ জানিয়েছে, মাটি বোঝাই ট্রাক্টরটি ব্লক ভূমি ও ভূমি সংস্কার দফতরে হস্তান্তর করা হবে।: [31, 1144, 196, 1314]
grid-cell: 2: [469, 1826, 486, 1845]
